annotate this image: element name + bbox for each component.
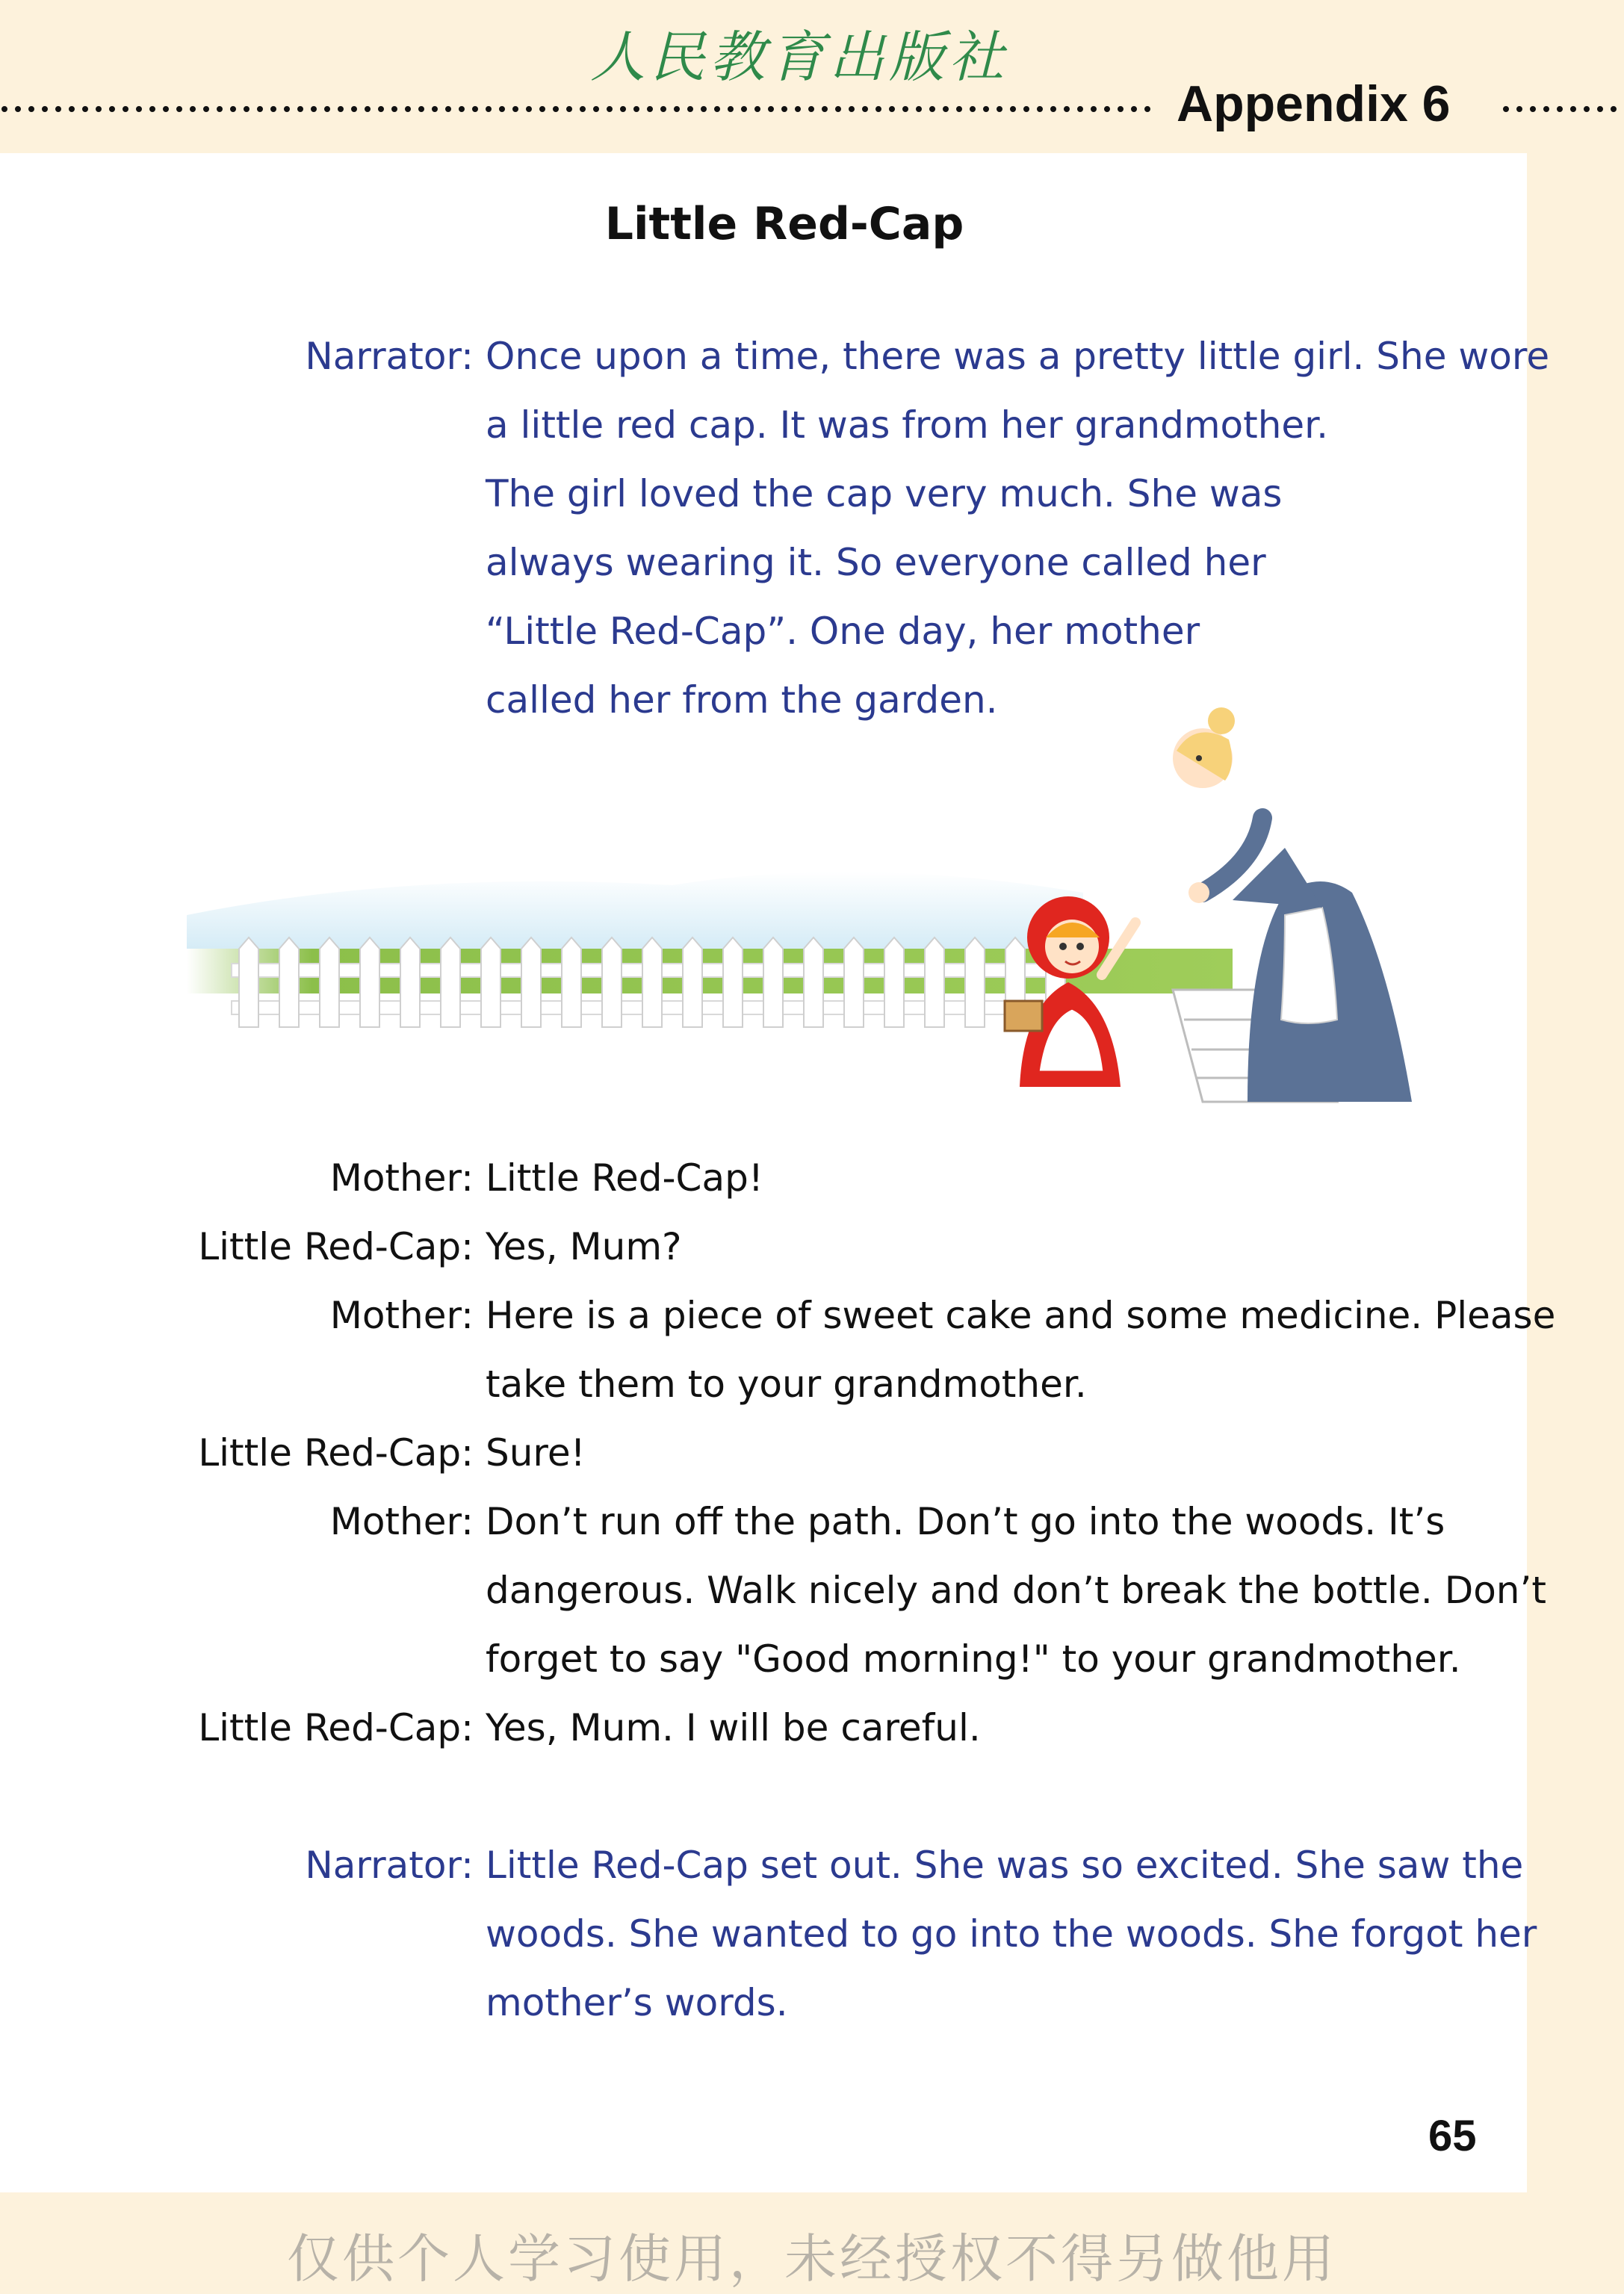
fence-picket xyxy=(642,937,662,1027)
fence-picket xyxy=(804,937,823,1027)
garden-illustration xyxy=(187,669,1501,1132)
fence-picket xyxy=(360,937,379,1027)
speaker-label: Narrator: xyxy=(305,335,474,378)
fence-picket xyxy=(521,937,541,1027)
publisher-logo: 人民教育出版社 xyxy=(590,25,1008,90)
fence-picket xyxy=(683,937,702,1027)
fence-picket xyxy=(884,937,904,1027)
dialogue-line: Sure! xyxy=(486,1431,586,1475)
dialogue-line: Here is a piece of sweet cake and some medicine. Please xyxy=(486,1294,1556,1337)
dialogue-line: called her from the garden. xyxy=(486,678,998,722)
dialogue-line: Yes, Mum? xyxy=(486,1225,682,1268)
speaker-label: Mother: xyxy=(329,1294,474,1337)
dialogue-line: forget to say "Good morning!" to your grandmother. xyxy=(486,1637,1461,1681)
dialogue-line: Little Red-Cap set out. She was so excited. She saw the xyxy=(486,1844,1524,1887)
fence-picket xyxy=(763,937,783,1027)
speaker-label: Mother: xyxy=(329,1500,474,1543)
dialogue-line: Yes, Mum. I will be careful. xyxy=(486,1706,981,1749)
speaker-label: Little Red-Cap: xyxy=(198,1431,474,1475)
header-dotted-rule-left xyxy=(0,105,1154,114)
fence-picket xyxy=(441,937,460,1027)
fence-picket xyxy=(279,937,299,1027)
dialogue-line: take them to your grandmother. xyxy=(486,1363,1087,1406)
fence-picket xyxy=(965,937,985,1027)
dialogue-line: dangerous. Walk nicely and don’t break the bottle. Don’t xyxy=(486,1569,1546,1612)
dialogue-line: The girl loved the cap very much. She was xyxy=(486,472,1283,515)
watermark-notice: 仅供个人学习使用，未经授权不得另做他用 xyxy=(287,2228,1337,2290)
dialogue-line: Once upon a time, there was a pretty little girl. She wore xyxy=(486,335,1550,378)
dialogue-line: mother’s words. xyxy=(486,1981,788,2024)
fence-picket xyxy=(602,937,622,1027)
dialogue-line: a little red cap. It was from her grandmother. xyxy=(486,403,1329,447)
dialogue-line: Don’t run off the path. Don’t go into the woods. It’s xyxy=(486,1500,1445,1543)
speaker-label: Mother: xyxy=(329,1156,474,1200)
dialogue-line: “Little Red-Cap”. One day, her mother xyxy=(486,610,1200,653)
dialogue-line: always wearing it. So everyone called her xyxy=(486,541,1266,584)
fence-picket xyxy=(400,937,420,1027)
page-number: 65 xyxy=(1428,2112,1477,2160)
speaker-label: Narrator: xyxy=(305,1844,474,1887)
fence-picket xyxy=(239,937,258,1027)
dialogue-line: Little Red-Cap! xyxy=(486,1156,763,1200)
fence-picket xyxy=(320,937,339,1027)
section-label: Appendix 6 xyxy=(1177,75,1451,132)
fence-picket xyxy=(481,937,500,1027)
fence-picket xyxy=(562,937,581,1027)
speaker-label: Little Red-Cap: xyxy=(198,1225,474,1268)
fence-picket xyxy=(925,937,944,1027)
header-dotted-rule-right xyxy=(1501,105,1624,114)
fence-picket xyxy=(844,937,864,1027)
fence-picket xyxy=(723,937,743,1027)
story-title: Little Red-Cap xyxy=(604,198,964,250)
dialogue-line: woods. She wanted to go into the woods. She forgot her xyxy=(486,1912,1537,1956)
speaker-label: Little Red-Cap: xyxy=(198,1706,474,1749)
